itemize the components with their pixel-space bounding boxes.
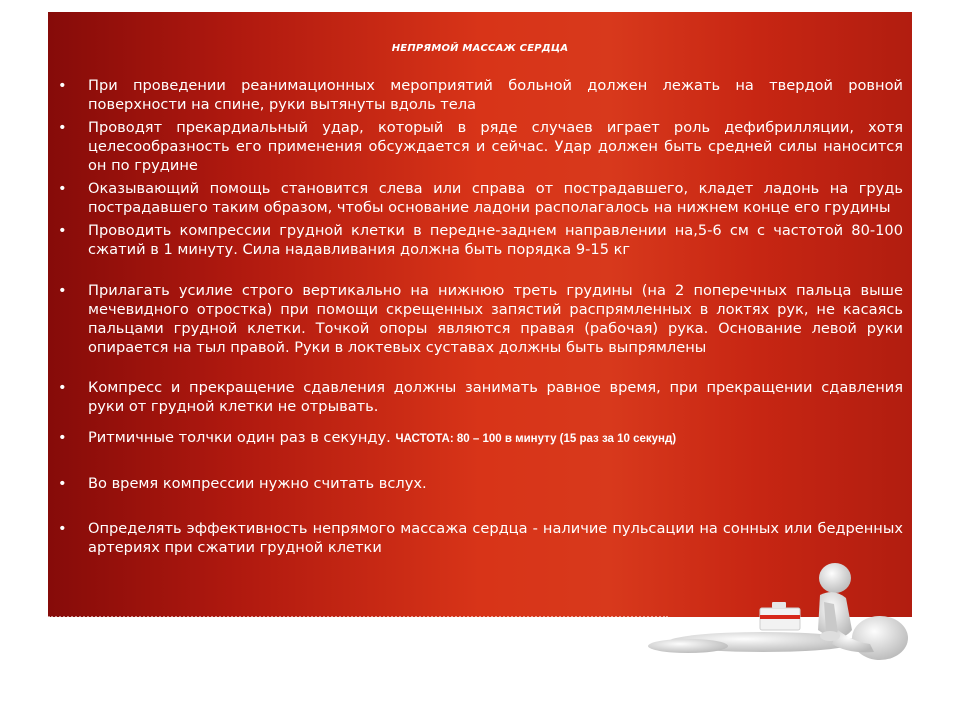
- bullet-item: [58, 179, 903, 217]
- bullet-dot: •: [58, 429, 67, 446]
- bullet-item: [58, 118, 903, 175]
- bullet-dot: •: [58, 282, 67, 299]
- bullet-text: Определять эффективность непрямого массажа сердца - наличие пульсации на сонных или бедренных артериях при сжатии грудной клетки: [88, 520, 903, 556]
- bullet-text: Компресс и прекращение сдавления должны занимать равное время, при прекращении сдавления руки от грудной клетки не отрывать.: [88, 379, 903, 415]
- bullet-text: Проводят прекардиальный удар, который в ряде случаев играет роль дефибрилляции, хотя целесообразность его применения обсуждается и сейчас. Удар должен быть средней силы наносится он по грудине: [88, 119, 903, 174]
- bullet-frequency-note: ЧАСТОТА: 80 – 100 в минуту (15 раз за 10 секунд): [395, 433, 677, 445]
- bullet-item: [58, 519, 903, 557]
- bullet-text: Проводить компрессии грудной клетки в передне-заднем направлении на,5-6 см с частотой 80-100 сжатий в 1 минуту. Сила надавливания должна быть порядка 9-15 кг: [88, 222, 903, 258]
- bullet-text: Ритмичные толчки один раз в секунду.: [88, 429, 391, 446]
- bullet-item: [58, 428, 903, 449]
- bullet-text: Во время компрессии нужно считать вслух.: [88, 475, 427, 492]
- bullet-dot: •: [58, 180, 67, 197]
- bullet-dot: •: [58, 119, 67, 136]
- bullet-item: [58, 221, 903, 259]
- bullet-text: При проведении реанимационных мероприятий больной должен лежать на твердой ровной поверхности на спине, руки вытянуты вдоль тела: [88, 77, 903, 113]
- cpr-figures-illustration-icon: [648, 560, 912, 670]
- bullet-list: [58, 76, 903, 557]
- bullet-dot: •: [58, 520, 67, 537]
- bullet-dot: •: [58, 475, 67, 492]
- bullet-dot: •: [58, 222, 67, 239]
- bullet-text: Прилагать усилие строго вертикально на нижнюю треть грудины (на 2 поперечных пальца выше мечевидного отростка) при помощи скрещенных запястий распрямленных в локтях рук, не касаясь пальцами грудной клетки. Точкой опоры являются правая (рабочая) рука. Основание левой руки опирается на тыл правой. Руки в локтевых суставах должны быть выпрямлены: [88, 282, 903, 356]
- bullet-item: [58, 76, 903, 114]
- bullet-item: [58, 281, 903, 357]
- slide-title: НЕПРЯМОЙ МАССАЖ СЕРДЦА: [391, 43, 569, 54]
- bullet-item: [58, 474, 903, 493]
- bullet-text: Оказывающий помощь становится слева или справа от пострадавшего, кладет ладонь на грудь пострадавшего таким образом, чтобы основание ладони располагалось на нижнем конце его грудины: [88, 180, 903, 216]
- bullet-item: [58, 378, 903, 416]
- bullet-dot: •: [58, 77, 67, 94]
- bullet-dot: •: [58, 379, 67, 396]
- cut-off-text-line: [48, 613, 668, 620]
